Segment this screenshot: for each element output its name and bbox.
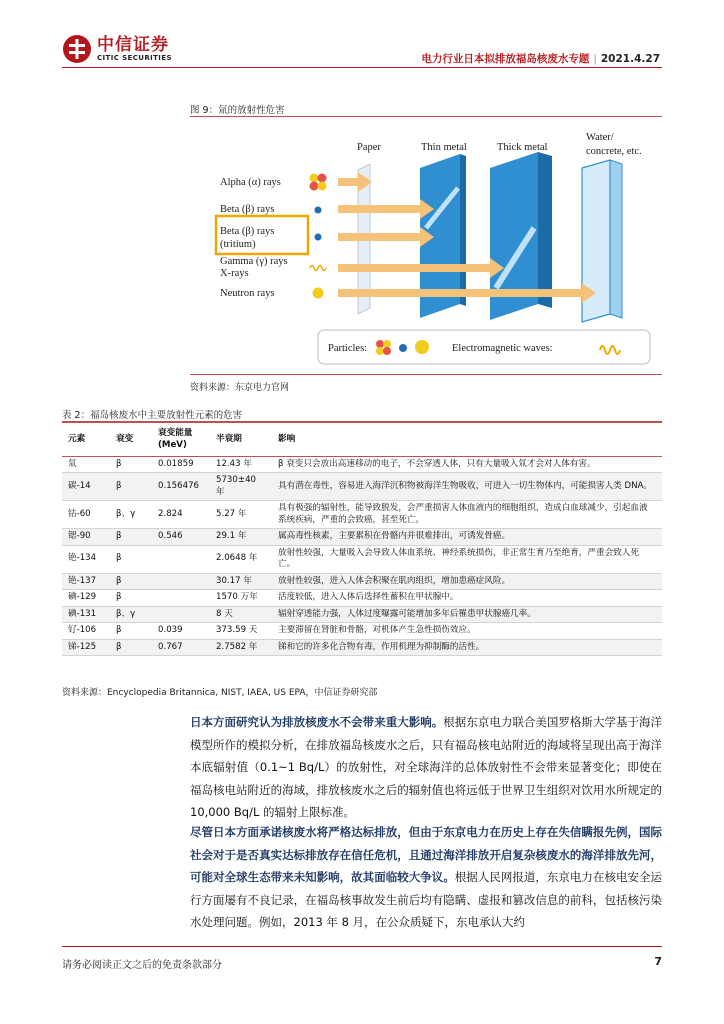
page-header: [0, 0, 724, 80]
cell-half-life: 12.43 年: [210, 456, 272, 473]
cell-energy: [152, 606, 210, 623]
table-row: [62, 590, 662, 607]
cell-element: 铯-134: [62, 545, 110, 573]
figure-source: 资料来源：东京电力官网: [190, 383, 290, 393]
label-neutron-rays: Neutron rays: [220, 288, 275, 299]
paragraph-1-lead: 日本方面研究认为排放核废水不会带来重大影响。: [190, 715, 444, 729]
legend-beta-icon: [399, 344, 407, 352]
cell-half-life: 5.27 年: [210, 501, 272, 529]
col-energy: 衰变能量 (MeV): [152, 423, 210, 456]
tritium-particle-icon: [315, 234, 322, 241]
cell-half-life: 8 天: [210, 606, 272, 623]
page-number: 7: [654, 955, 662, 968]
radiation-penetration-figure: [190, 118, 662, 372]
label-paper: Paper: [357, 142, 381, 153]
legend-particles-label: Particles:: [328, 343, 368, 354]
cell-half-life: 2.7582 年: [210, 639, 272, 656]
cell-energy: 0.039: [152, 623, 210, 640]
cell-energy: 0.767: [152, 639, 210, 656]
label-thin-metal: Thin metal: [421, 142, 467, 153]
cell-effect: 属高毒性核素，主要累积在骨骼内并很难排出，可诱发骨癌。: [272, 529, 662, 546]
gamma-wave-icon: [310, 266, 326, 271]
cell-effect: 锑和它的许多化合物有毒，作用机理为抑制酶的活性。: [272, 639, 662, 656]
footer-divider: [62, 946, 662, 947]
cell-effect: 具有潜在毒性，容易进入海洋沉积物被海洋生物吸收，可进入一切生物体内，可能损害人类 DNA。: [272, 473, 662, 501]
cell-effect: 辐射穿透能力强，人体过度曝露可能增加多年后罹患甲状腺癌几率。: [272, 606, 662, 623]
cell-decay: β: [110, 590, 152, 607]
logo-english-name: CITIC SECURITIES: [97, 53, 172, 62]
cell-element: 碳-14: [62, 473, 110, 501]
figure-legend: [318, 330, 650, 364]
alpha-particle-icon: [310, 174, 327, 191]
logo-chinese-name: 中信证券: [97, 34, 169, 55]
cell-energy: [152, 573, 210, 590]
cell-decay: β、γ: [110, 501, 152, 529]
cell-decay: β: [110, 573, 152, 590]
legend-waves-label: Electromagnetic waves:: [452, 343, 553, 354]
table-header-row: [62, 423, 662, 456]
neutron-arrow: [338, 283, 596, 303]
citic-logo: [62, 34, 172, 64]
cell-half-life: 30.17 年: [210, 573, 272, 590]
body-paragraph-2: [190, 821, 662, 934]
cell-energy: 2.824: [152, 501, 210, 529]
cell-decay: β: [110, 623, 152, 640]
body-paragraph-1: [190, 711, 662, 824]
label-tritium: (tritium): [220, 239, 256, 250]
figure-caption: 图 9：氚的放射性危害: [190, 105, 285, 116]
header-divider: [62, 67, 662, 68]
table-row: [62, 529, 662, 546]
cell-decay: β、γ: [110, 606, 152, 623]
cell-element: 钴-60: [62, 501, 110, 529]
figure-top-rule: [190, 116, 662, 117]
col-effect: 影响: [272, 423, 662, 456]
footer-disclaimer: 请务必阅读正文之后的免责条款部分: [62, 960, 222, 971]
table-source: 资料来源：Encyclopedia Britannica, NIST, IAEA, US EPA，中信证券研究部: [62, 688, 378, 698]
cell-element: 氚: [62, 456, 110, 473]
col-half-life: 半衰期: [210, 423, 272, 456]
table-caption: 表 2：福岛核废水中主要放射性元素的危害: [62, 410, 243, 421]
cell-energy: [152, 590, 210, 607]
cell-energy: 0.546: [152, 529, 210, 546]
citic-logo-icon: [62, 34, 92, 64]
legend-neutron-icon: [415, 340, 429, 354]
radioactive-elements-table: [62, 423, 662, 656]
report-title: 电力行业日本拟排放福岛核废水专题: [421, 53, 590, 65]
table-row: [62, 473, 662, 501]
beta-tritium-arrow: [338, 227, 434, 247]
label-thick-metal: Thick metal: [497, 142, 548, 153]
cell-half-life: 1570 万年: [210, 590, 272, 607]
table-row: [62, 456, 662, 473]
cell-effect: 主要滞留在肾脏和骨骼，对机体产生急性损伤效应。: [272, 623, 662, 640]
table-row: [62, 573, 662, 590]
cell-element: 铯-137: [62, 573, 110, 590]
table-row: [62, 545, 662, 573]
header-separator: |: [593, 53, 597, 65]
cell-half-life: 2.0648 年: [210, 545, 272, 573]
cell-decay: β: [110, 639, 152, 656]
cell-effect: 活度较低，进入人体后选择性蓄积在甲状腺中。: [272, 590, 662, 607]
label-alpha-rays: Alpha (α) rays: [220, 177, 281, 188]
cell-effect: 具有极强的辐射性，能导致脱发，会严重损害人体血液内的细胞组织，造成白血球减少，引起血液系统疾病，严重的会致癌，甚至死亡。: [272, 501, 662, 529]
label-beta-tritium: Beta (β) rays: [220, 226, 275, 237]
label-beta-rays: Beta (β) rays: [220, 204, 275, 215]
report-date: 2021.4.27: [600, 53, 660, 65]
cell-effect: 放射性较强，大量吸入会导致人体血系统、神经系统损伤，非正常生育乃至绝育，严重会致人死亡。: [272, 545, 662, 573]
cell-half-life: 5730±40 年: [210, 473, 272, 501]
paragraph-2-lead: 尽管日本方面承诺核废水将严格达标排放，但由于东京电力在历史上存在失信瞒报先例，国际社会对于是否真实达标排放存在信任危机，且通过海洋排放开启复杂核废水的海洋排放先河，可能对全球生态带来未知影响，故其面临较大争议。: [190, 825, 662, 884]
cell-element: 锑-125: [62, 639, 110, 656]
label-concrete: concrete, etc.: [586, 146, 642, 157]
label-x-rays: X-rays: [220, 268, 249, 279]
cell-energy: 0.156476: [152, 473, 210, 501]
paragraph-2-text: 根据人民网报道，东京电力在核电安全运行方面屡有不良记录，在福岛核事故发生前后均有隐瞒、虚报和篡改信息的前科，包括核污染水处理问题。例如，2013 年 8 月，在公众质疑下，东电承认大约: [190, 870, 663, 929]
cell-element: 钌-106: [62, 623, 110, 640]
cell-decay: β: [110, 545, 152, 573]
figure-bottom-rule: [190, 374, 662, 375]
cell-energy: 0.01859: [152, 456, 210, 473]
beta-particle-icon: [315, 207, 322, 214]
report-header-info: [421, 51, 660, 66]
table-row: [62, 606, 662, 623]
cell-element: 碘-131: [62, 606, 110, 623]
cell-decay: β: [110, 529, 152, 546]
cell-half-life: 29.1 年: [210, 529, 272, 546]
table-row: [62, 639, 662, 656]
paragraph-1-text: 根据东京电力联合美国罗格斯大学基于海洋模型所作的模拟分析，在排放福岛核废水之后，只有福岛核电站附近的海域将呈现出高于海洋本底辐射值（0.1~1 Bq/L）的放射性，对全球海洋的总体放射性不会带来显著变化；即使在福岛核电站附近的海域，排放核废水之后的辐射值也将远低于世界卫生组织对饮用水所规定的 10,000 Bq/L 的辐射上限标准。: [190, 715, 663, 819]
label-gamma-rays: Gamma (γ) rays: [220, 256, 288, 267]
cell-decay: β: [110, 456, 152, 473]
cell-element: 碘-129: [62, 590, 110, 607]
table-row: [62, 501, 662, 529]
cell-half-life: 373.59 天: [210, 623, 272, 640]
beta-arrow: [338, 199, 434, 219]
legend-alpha-icon: [376, 340, 384, 348]
table-row: [62, 623, 662, 640]
label-water: Water/: [586, 132, 614, 143]
cell-element: 锶-90: [62, 529, 110, 546]
col-element: 元素: [62, 423, 110, 456]
cell-decay: β: [110, 473, 152, 501]
neutron-particle-icon: [313, 288, 324, 299]
cell-effect: 放射性较强，进入人体会积聚在肌肉组织，增加患癌症风险。: [272, 573, 662, 590]
col-decay: 衰变: [110, 423, 152, 456]
cell-energy: [152, 545, 210, 573]
cell-effect: β 衰变只会放出高速移动的电子，不会穿透人体，只有大量吸入氚才会对人体有害。: [272, 456, 662, 473]
